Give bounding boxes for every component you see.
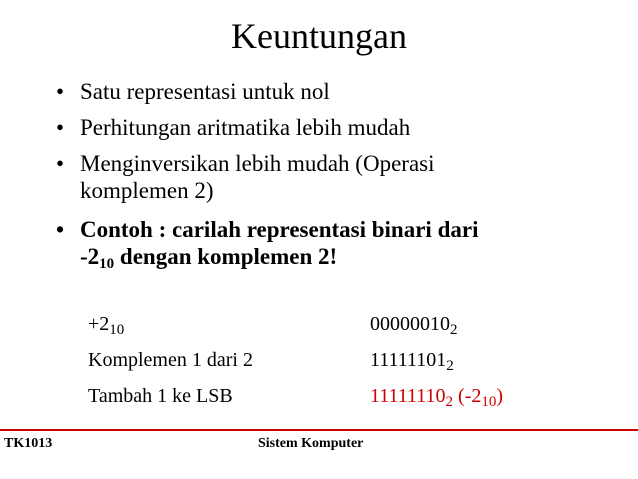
worked-example: [88, 308, 588, 416]
example-value: [370, 344, 454, 376]
example-decimal-base: 10: [481, 394, 497, 410]
bullet-text: Menginversikan lebih mudah (Operasi: [80, 151, 435, 176]
example-row: [88, 344, 588, 380]
question-value: -2: [80, 244, 100, 269]
question-value-base: 10: [99, 256, 115, 272]
bullet-text: Perhitungan aritmatika lebih mudah: [80, 115, 411, 140]
bullet-list: [48, 78, 628, 279]
example-value-text: 00000010: [370, 313, 450, 335]
question-text-continuation: [80, 243, 628, 270]
bullet-text-continuation: komplemen 2): [80, 178, 214, 203]
bullet-icon: •: [56, 115, 65, 140]
bullet-icon: •: [56, 217, 65, 242]
example-value: [370, 308, 458, 340]
question-bullet: [48, 216, 628, 270]
example-result-value: [370, 380, 503, 412]
bullet-icon: •: [56, 151, 65, 176]
question-rest: dengan komplemen 2!: [114, 244, 338, 269]
bullet-item: [48, 114, 628, 141]
footer-divider: [0, 429, 638, 431]
example-value-base: 2: [445, 394, 454, 410]
slide-title: Keuntungan: [231, 16, 407, 56]
example-value-base: 2: [450, 322, 458, 338]
example-label-text: +2: [88, 313, 110, 335]
question-text: Contoh : carilah representasi binari dari: [80, 217, 479, 242]
example-row: [88, 308, 588, 344]
bullet-text: Satu representasi untuk nol: [80, 79, 330, 104]
example-label: Komplemen 1 dari 2: [88, 349, 253, 371]
example-label: Tambah 1 ke LSB: [88, 385, 233, 407]
bullet-item: [48, 78, 628, 105]
example-label-base: 10: [109, 322, 125, 338]
example-value-text: 11111101: [370, 349, 447, 371]
bullet-icon: •: [56, 79, 65, 104]
bullet-item: [48, 150, 628, 204]
example-value-text: 11111110: [370, 385, 446, 407]
example-decimal-close: ): [496, 385, 504, 407]
example-decimal-open: (-2: [453, 385, 482, 407]
footer-course-code: TK1013: [4, 436, 53, 451]
example-row: [88, 380, 588, 416]
footer-course-name: Sistem Komputer: [258, 436, 364, 451]
example-label: [88, 308, 124, 340]
example-value-base: 2: [446, 358, 454, 374]
